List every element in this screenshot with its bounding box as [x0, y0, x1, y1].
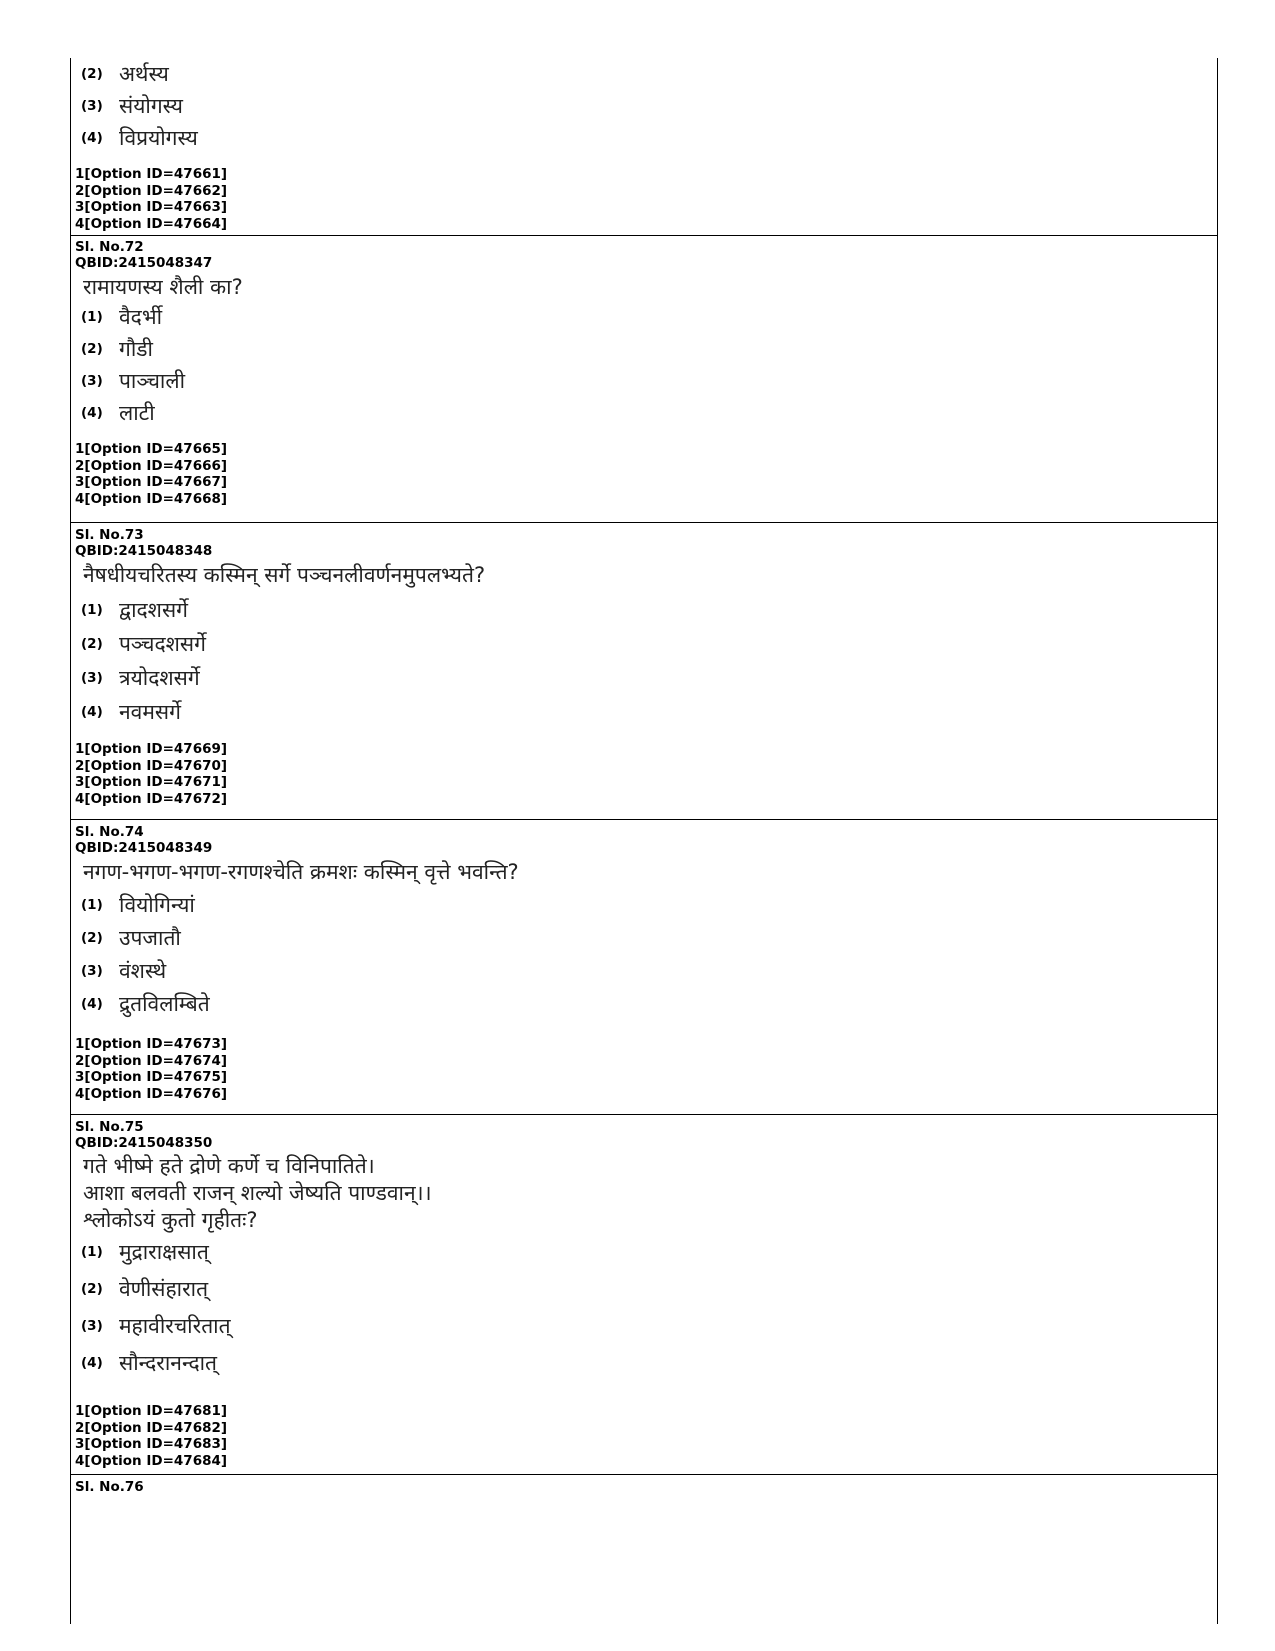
option-text: वैदर्भी	[119, 305, 163, 329]
qbid: QBID:2415048347	[75, 255, 213, 271]
option-text: महावीरचरितात्	[119, 1313, 231, 1338]
option-text: उपजातौ	[119, 925, 181, 950]
option-number: (3)	[81, 373, 103, 389]
option-row	[71, 90, 1217, 122]
option-id: 3[Option ID=47675]	[75, 1069, 228, 1085]
option-number: (4)	[81, 1354, 103, 1371]
question-74	[71, 824, 1217, 1102]
option-id: 4[Option ID=47676]	[75, 1085, 228, 1102]
option-text: मुद्राराक्षसात्	[119, 1240, 209, 1264]
option-text: अर्थस्य	[119, 62, 169, 86]
option-row	[71, 397, 1217, 429]
option-number: (1)	[81, 602, 103, 618]
option-row	[71, 921, 1217, 954]
serial-number: Sl. No.73	[75, 527, 144, 543]
option-row	[71, 333, 1217, 365]
option-row	[71, 954, 1217, 987]
option-text: पाञ्चाली	[119, 369, 186, 393]
option-id-list	[71, 441, 1217, 507]
question-73	[71, 527, 1217, 807]
option-row	[71, 661, 1217, 695]
question-text-line: गते भीष्मे हते द्रोणे कर्णे च विनिपातिते।	[83, 1154, 375, 1178]
option-number: (1)	[81, 896, 103, 913]
option-row	[71, 1270, 1217, 1307]
question-text-line: आशा बलवती राजन् शल्यो जेष्यति पाण्डवान्।।	[83, 1181, 432, 1205]
divider	[71, 819, 1217, 820]
option-number: (2)	[81, 66, 103, 82]
option-text: द्रुतविलम्बिते	[119, 991, 210, 1016]
option-id: 4[Option ID=47664]	[75, 215, 228, 232]
option-row	[71, 365, 1217, 397]
option-id: 2[Option ID=47674]	[75, 1052, 228, 1069]
option-id: 2[Option ID=47666]	[75, 457, 228, 474]
option-row	[71, 593, 1217, 627]
option-id: 2[Option ID=47662]	[75, 182, 228, 199]
divider	[71, 1114, 1217, 1115]
option-number: (4)	[81, 995, 103, 1012]
option-id: 4[Option ID=47672]	[75, 790, 228, 807]
option-text: संयोगस्य	[119, 94, 183, 118]
option-number: (3)	[81, 98, 103, 114]
option-text: पञ्चदशसर्गे	[119, 632, 206, 656]
option-id: 3[Option ID=47667]	[75, 474, 228, 490]
question-text: रामायणस्य शैली का?	[83, 275, 243, 299]
option-id-list	[71, 741, 1217, 807]
option-id: 1[Option ID=47669]	[75, 741, 228, 757]
option-row	[71, 301, 1217, 333]
qbid: QBID:2415048349	[75, 840, 213, 856]
option-number: (3)	[81, 962, 103, 979]
option-text: वंशस्थे	[119, 958, 167, 983]
option-id-list	[71, 1403, 1217, 1469]
option-text: विप्रयोगस्य	[119, 126, 198, 150]
divider	[71, 235, 1217, 236]
question-71-tail	[71, 58, 1217, 232]
option-row	[71, 1307, 1217, 1344]
option-id: 3[Option ID=47671]	[75, 774, 228, 790]
option-id: 2[Option ID=47670]	[75, 757, 228, 774]
option-row	[71, 695, 1217, 729]
option-number: (2)	[81, 636, 103, 652]
question-text: नगण-भगण-भगण-रगणश्चेति क्रमशः कस्मिन् वृत्ते भवन्ति?	[83, 860, 519, 884]
option-row	[71, 888, 1217, 921]
option-row	[71, 627, 1217, 661]
option-text: वियोगिन्यां	[119, 892, 195, 917]
question-text: नैषधीयचरितस्य कस्मिन् सर्गे पञ्चनलीवर्णनमुपलभ्यते?	[83, 563, 486, 587]
option-row	[71, 1234, 1217, 1270]
option-number: (2)	[81, 929, 103, 946]
serial-number: Sl. No.74	[75, 824, 144, 840]
option-row	[71, 1344, 1217, 1381]
option-id: 1[Option ID=47665]	[75, 441, 228, 457]
option-row	[71, 987, 1217, 1020]
option-id-list	[71, 166, 1217, 232]
option-id: 3[Option ID=47683]	[75, 1436, 228, 1452]
option-id: 4[Option ID=47668]	[75, 490, 228, 507]
option-id-list	[71, 1036, 1217, 1102]
option-row	[71, 58, 1217, 90]
divider	[71, 522, 1217, 523]
qbid: QBID:2415048350	[75, 1135, 213, 1151]
option-number: (2)	[81, 341, 103, 357]
question-paper-page	[70, 58, 1218, 1624]
option-number: (4)	[81, 130, 103, 146]
option-row	[71, 122, 1217, 154]
option-text: द्वादशसर्गे	[119, 598, 188, 622]
option-number: (1)	[81, 1244, 103, 1260]
question-text-line: श्लोकोऽयं कुतो गृहीतः?	[83, 1208, 258, 1232]
serial-number: Sl. No.72	[75, 239, 144, 255]
question-76-start	[71, 1479, 1217, 1495]
option-id: 1[Option ID=47661]	[75, 166, 228, 182]
option-number: (4)	[81, 405, 103, 421]
option-number: (4)	[81, 704, 103, 720]
option-text: नवमसर्गे	[119, 700, 181, 724]
option-id: 1[Option ID=47681]	[75, 1403, 228, 1419]
divider	[71, 1474, 1217, 1475]
option-text: गौडी	[119, 337, 153, 361]
question-75	[71, 1119, 1217, 1469]
question-72	[71, 239, 1217, 507]
option-id: 2[Option ID=47682]	[75, 1419, 228, 1436]
serial-number: Sl. No.76	[75, 1479, 144, 1495]
qbid: QBID:2415048348	[75, 543, 213, 559]
option-number: (3)	[81, 670, 103, 686]
option-id: 1[Option ID=47673]	[75, 1036, 228, 1052]
option-number: (1)	[81, 309, 103, 325]
option-id: 4[Option ID=47684]	[75, 1452, 228, 1469]
option-text: वेणीसंहारात्	[119, 1276, 209, 1301]
option-number: (2)	[81, 1280, 103, 1297]
serial-number: Sl. No.75	[75, 1119, 144, 1135]
option-text: लाटी	[119, 401, 155, 425]
option-id: 3[Option ID=47663]	[75, 199, 228, 215]
option-text: सौन्दरानन्दात्	[119, 1350, 218, 1375]
option-number: (3)	[81, 1317, 103, 1334]
option-text: त्रयोदशसर्गे	[119, 666, 200, 690]
